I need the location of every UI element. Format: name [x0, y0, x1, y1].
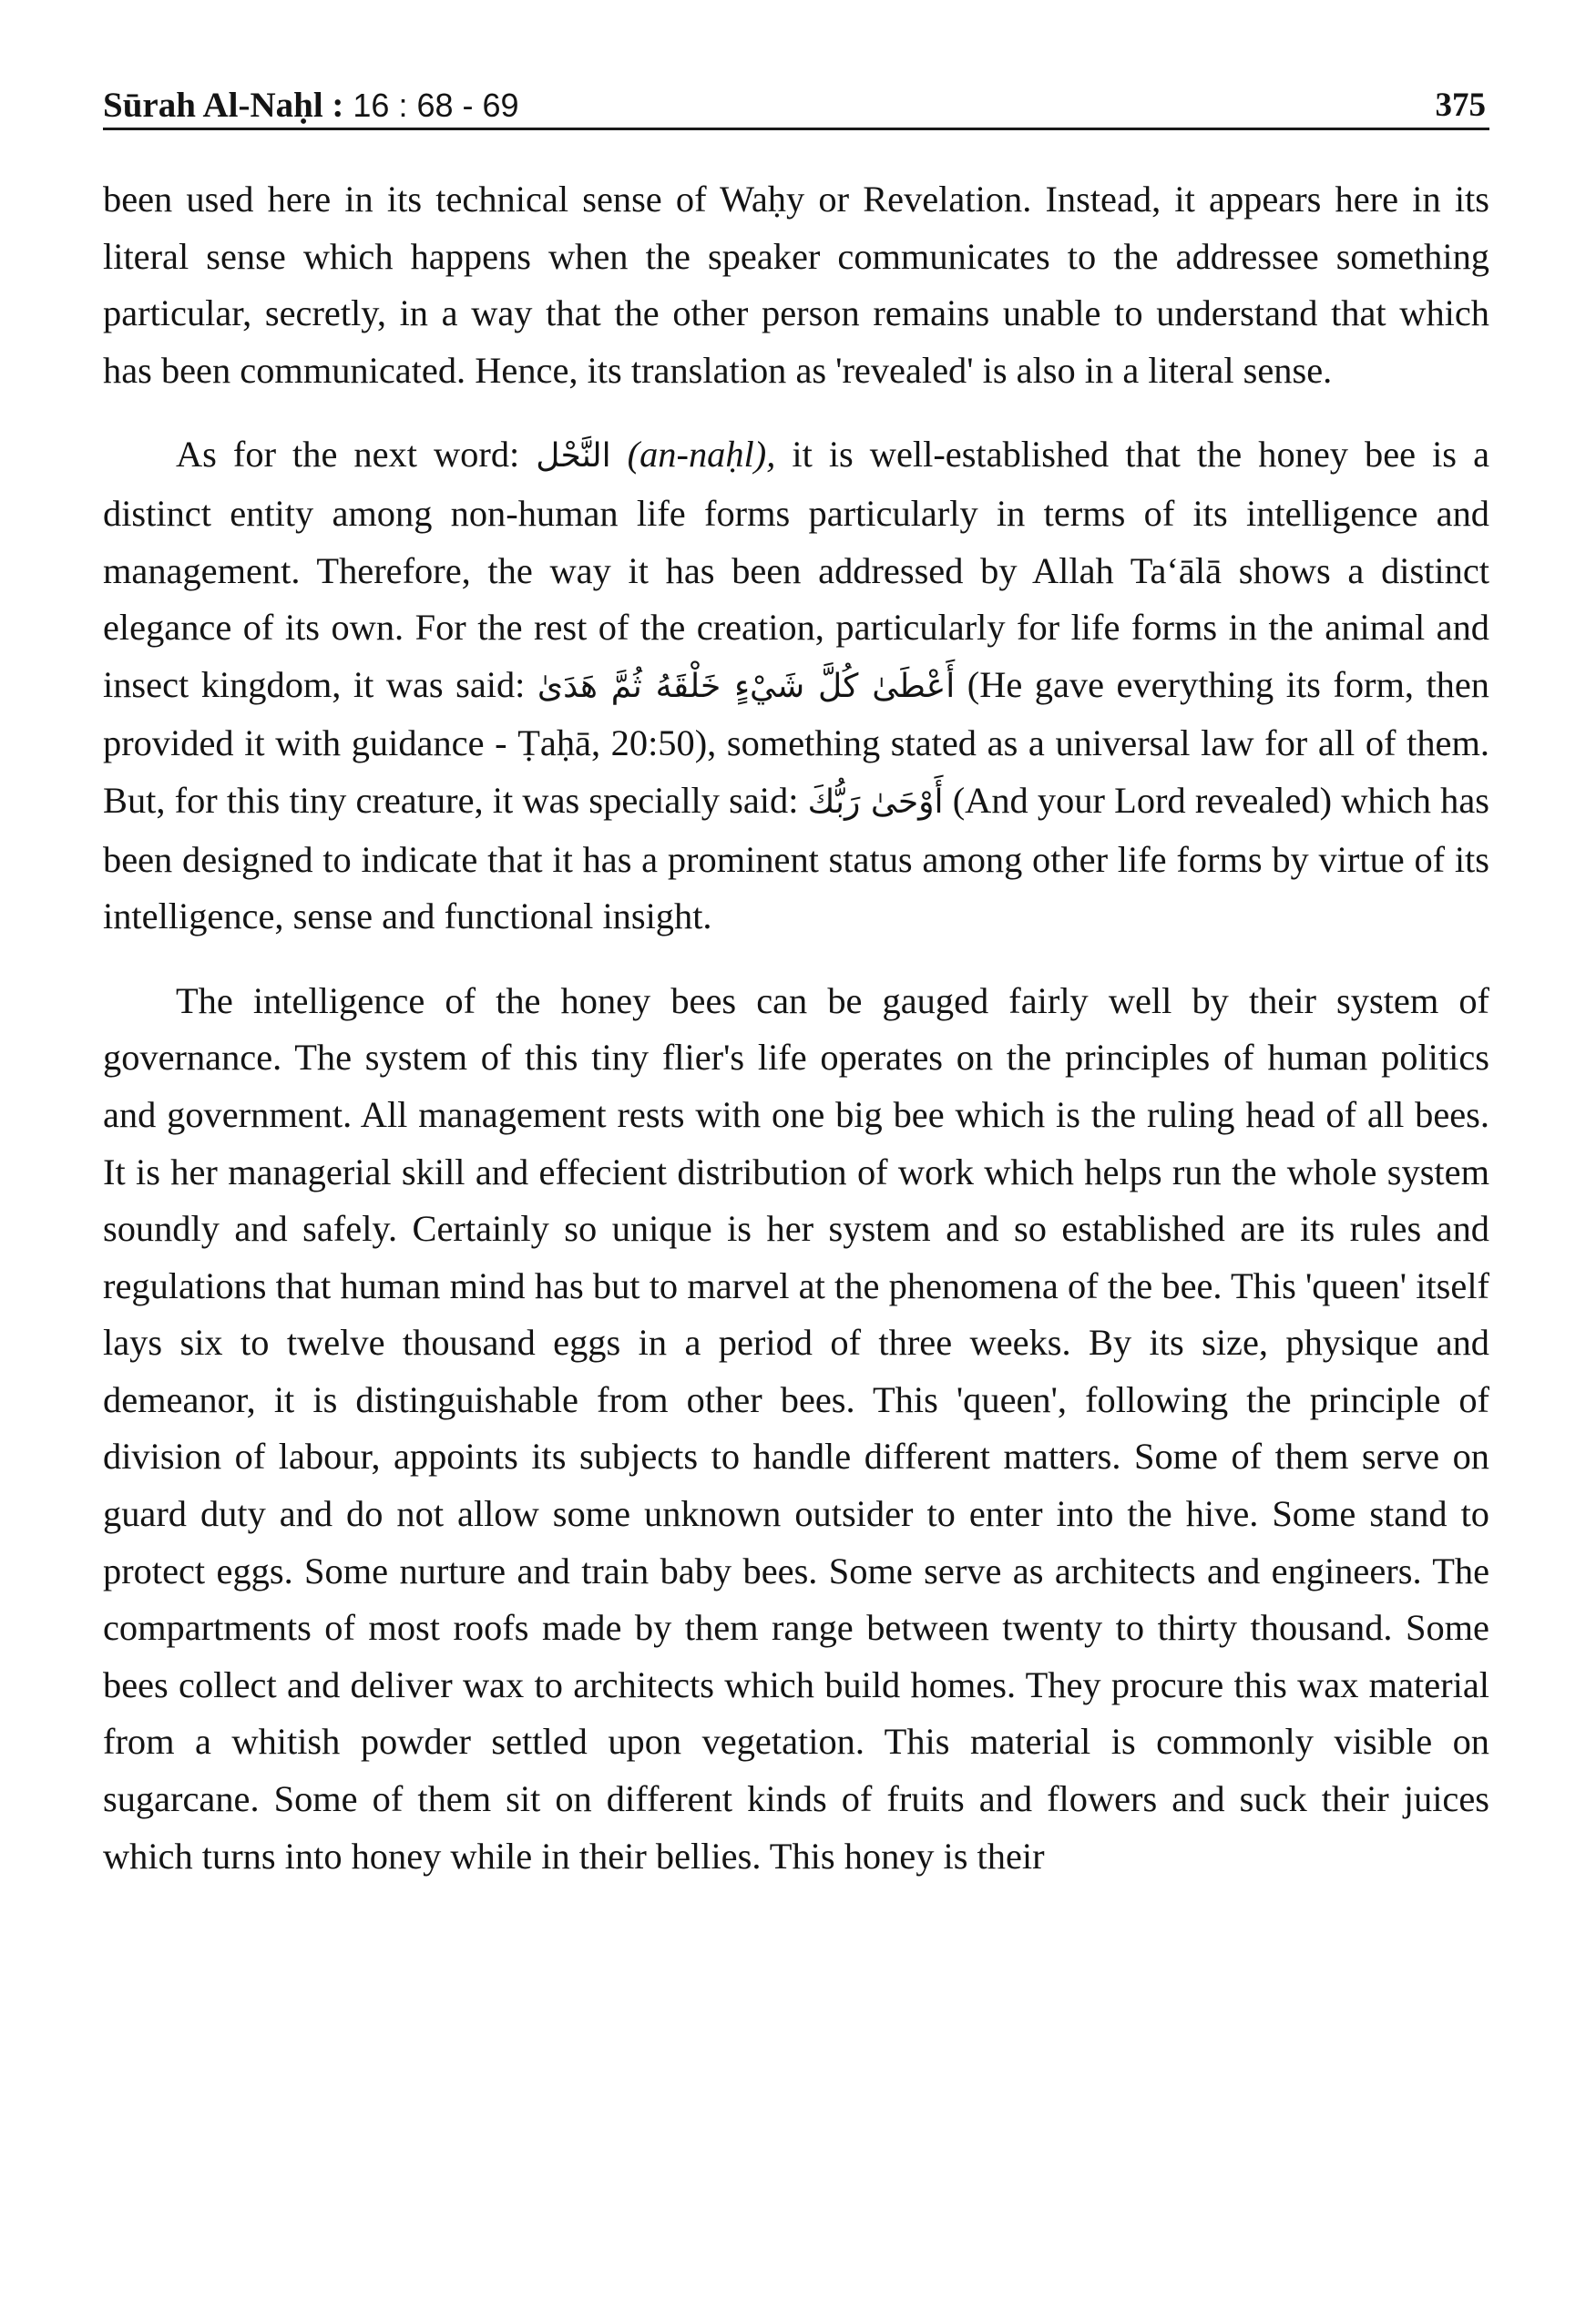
paragraph-an-nahl: [103, 426, 1489, 945]
running-header: [103, 84, 1489, 130]
paragraph-continuation: [103, 171, 1489, 399]
paragraph-text: been used here in its technical sense of Waḥy or Revelation. Instead, it appears here in its literal sense which happens when the speaker communicates to the addressee something particular, secretly, in a way that the other person remains unable to understand that which has been communicated. Hence, its translation as 'revealed' is also in a literal sense.: [103, 179, 1489, 391]
paragraph-text: (He gave everything its form, then provided it with guidance - Ṭaḥā, 20:50), something stated as a universal law for all of them. But, for this tiny creature, it was specially said:: [103, 663, 1489, 821]
paragraph-text: (And your Lord revealed) which has been designed to indicate that it has a prominent status among other life forms by virtue of its intelligence, sense and functional insight.: [103, 779, 1489, 937]
page-number: 375: [1435, 87, 1486, 124]
title-colon: :: [322, 86, 344, 125]
paragraph-text: The intelligence of the honey bees can be gauged fairly well by their system of governance. The system of this tiny flier's life operates on the principles of human politics and government. All management rests with one big bee which is the ruling head of all bees. It is her managerial skill and effecient distribution of work which helps run the whole system soundly and safely. Certainly so unique is her system and so established are its rules and regulations that human mind has but to marvel at the phenomena of the bee. This 'queen' itself lays six to twelve thousand eggs in a period of three weeks. By its size, physique and demeanor, it is distinguishable from other bees. This 'queen', following the principle of division of labour, appoints its subjects to handle different matters. Some of them serve on guard duty and do not allow some unknown outsider to enter into the hive. Some stand to protect eggs. Some nurture and train baby bees. Some serve as architects and engineers. The compartments of most roofs made by them range between twenty to thirty thousand. Some bees collect and deliver wax to architects which build homes. They procure this wax material from a whitish powder settled upon vegetation. This material is commonly visible on sugarcane. Some of them sit on different kinds of fruits and flowers and suck their juices which turns into honey while in their bellies. This honey is their: [103, 979, 1489, 1877]
paragraph-bee-intelligence: [103, 973, 1489, 1886]
paragraph-text: [611, 434, 628, 475]
surah-title: Sūrah Al-Naḥl: [103, 86, 323, 125]
transliteration-an-nahl: (an-naḥl),: [627, 434, 776, 476]
arabic-word-an-nahl: النَّحْل: [536, 437, 611, 476]
verse-range: 16 : 68 - 69: [343, 87, 519, 124]
body-text: [103, 171, 1489, 1885]
arabic-phrase-your-lord-revealed: أَوْحَىٰ رَبُّكَ: [807, 783, 944, 821]
paragraph-text: As for the next word:: [176, 434, 537, 476]
running-title: [103, 84, 519, 128]
arabic-verse-taha: أَعْطَىٰ كُلَّ شَيْءٍ خَلْقَهُ ثُمَّ هَدَىٰ: [537, 667, 956, 705]
paragraph-text: it is well-established that the honey bee is a distinct entity among non-human life forms particularly in terms of its intelligence and management. Therefore, the way it has been addressed by Allah Ta‘ālā shows a distinct elegance of its own. For the rest of the creation, particularly for life forms in the animal and insect kingdom, it was said:: [103, 434, 1489, 705]
